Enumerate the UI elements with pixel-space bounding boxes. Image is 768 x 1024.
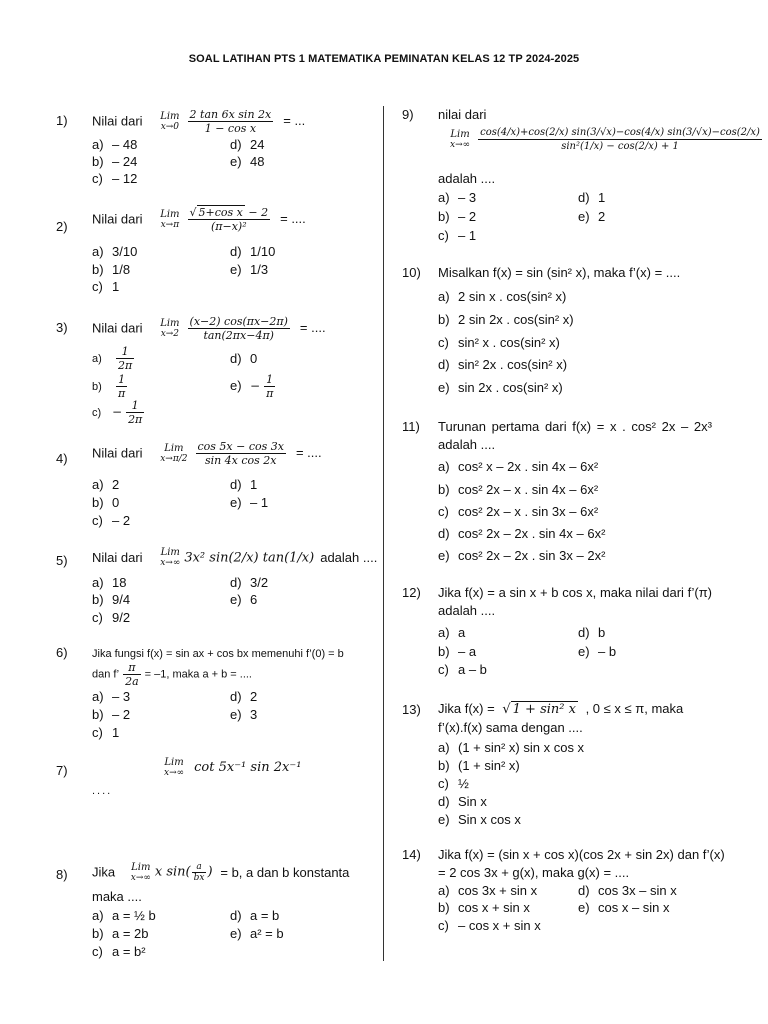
limit-operator: Lim x→0	[160, 110, 180, 132]
option-a[interactable]: a) (1 + sin² x) sin x cos x	[438, 740, 585, 755]
option-e[interactable]: e) 1/3	[230, 262, 269, 277]
option-b[interactable]: b) 9/4	[92, 592, 131, 607]
option-e[interactable]: e) Sin x cos x	[438, 812, 521, 827]
question-text: = 2 cos 3x + g(x), maka g(x) = ....	[438, 865, 630, 880]
option-b[interactable]: b) 2 sin 2x . cos(sin² x)	[438, 312, 574, 327]
inline-fraction: $\frac{a}{bx}$	[193, 862, 205, 883]
option-e[interactable]: e) 2	[578, 209, 606, 224]
option-a[interactable]: a) cos 3x + sin x	[438, 883, 538, 898]
question-lead: nilai dari	[438, 107, 487, 122]
option-a[interactable]: a) a = ½ b	[92, 908, 156, 923]
limit-expression: 3x² sin(2/x) tan(1/x)	[184, 550, 315, 565]
question-number: 14)	[402, 847, 421, 862]
option-a[interactable]: a) – 3	[92, 689, 131, 704]
question-number: 6)	[56, 645, 68, 660]
question-number: 1)	[56, 113, 68, 128]
option-d[interactable]: d) Sin x	[438, 794, 487, 809]
option-d[interactable]: d) 0	[230, 351, 258, 366]
question-number: 13)	[402, 702, 421, 717]
option-e[interactable]: e) sin 2x . cos(sin² x)	[438, 380, 563, 395]
limit-fraction: $\frac{\text{√ 5+cos x − 2}}{\text{(π−x)²}}$	[189, 206, 269, 233]
question-10	[402, 264, 742, 399]
option-d[interactable]: d) b	[578, 625, 606, 640]
option-e[interactable]: e) a² = b	[230, 926, 284, 941]
question-lead: Nilai dari	[92, 113, 143, 129]
option-b[interactable]: b) – 24	[92, 154, 138, 169]
limit-fraction: $\frac{\cos(4/x)+\cos(2/x) \sin(3/√x)-\cos(4/x) \sin(3/√x)-\cos(2/x)}{\text{sin²(1/x) − cos(2/x) + 1}}$	[480, 127, 760, 152]
option-d[interactable]: d) 1	[578, 190, 606, 205]
limit-fraction: $\frac{\text{2 tan 6x sin 2x}}{\text{1 − cos x}}$	[189, 108, 272, 135]
page-title: SOAL LATIHAN PTS 1 MATEMATIKA PEMINATAN KELAS 12 TP 2024-2025	[188, 53, 580, 65]
option-c[interactable]: c) 1	[92, 279, 120, 294]
question-8: 8) Jika Lim x→∞ x sin( $\frac{a}{bx}$ ) = b, a dan b konstanta maka .... a) a = ½ b b) a = 2b c) a = b² d) a = b e) a² = b	[56, 861, 350, 959]
option-a[interactable]: a) 2	[92, 477, 120, 492]
option-e[interactable]: e) − $\frac{1}{\pi}$	[230, 373, 274, 400]
option-c[interactable]: c) – 2	[92, 513, 131, 528]
question-lead: Nilai dari	[92, 445, 143, 461]
option-c[interactable]: c) – 12	[92, 171, 138, 186]
question-number: 11)	[402, 419, 420, 434]
option-a[interactable]: a) – 48	[92, 137, 138, 152]
question-7	[56, 758, 376, 798]
option-c[interactable]: c) − $\frac{1}{2\pi}$	[92, 399, 143, 426]
option-c[interactable]: c) – 1	[438, 228, 477, 243]
question-14	[402, 846, 742, 941]
option-e[interactable]: e) cos² 2x – 2x . sin 3x – 2x²	[438, 548, 606, 563]
question-text: maka ....	[92, 889, 142, 904]
question-text: Jika f(x) =	[438, 701, 495, 716]
question-number: 5)	[56, 553, 68, 568]
question-3	[56, 315, 376, 430]
question-number: 2)	[56, 219, 68, 234]
question-number: 3)	[56, 320, 68, 335]
question-lead: Jika	[92, 864, 116, 880]
limit-expression: x sin(	[154, 864, 191, 880]
question-5	[56, 548, 376, 628]
option-c[interactable]: c) sin² x . cos(sin² x)	[438, 335, 560, 350]
question-tail: = ....	[299, 320, 326, 335]
option-e[interactable]: e) 48	[230, 154, 265, 169]
question-text: Misalkan f(x) = sin (sin² x), maka f’(x) = ....	[438, 265, 681, 280]
option-a[interactable]: a) cos² x – 2x . sin 4x – 6x²	[438, 459, 599, 474]
limit-operator: Lim x→∞	[164, 757, 185, 778]
option-c[interactable]: c) – cos x + sin x	[438, 918, 541, 933]
option-b[interactable]: b) $\frac{1}{\pi}$	[92, 373, 126, 400]
option-c[interactable]: c) a – b	[438, 662, 487, 677]
limit-operator: Lim x→π	[160, 208, 180, 230]
option-a[interactable]: a) a	[438, 625, 466, 640]
limit-fraction: $\frac{(x-2) \cos(\pi x-2\pi)}{\tan(2\pi x-4\pi)}$	[189, 315, 288, 342]
limit-operator: Lim x→∞	[450, 128, 471, 150]
question-number: 10)	[402, 265, 421, 280]
question-1	[56, 108, 376, 188]
option-d[interactable]: d) a = b	[230, 908, 280, 923]
question-number: 8)	[56, 867, 68, 882]
option-e[interactable]: e) 3	[230, 707, 258, 722]
limit-fraction: $\frac{\cos 5x - \cos 3x}{\text{sin 4x cos 2x}}$	[197, 440, 284, 467]
limit-operator: Lim x→∞	[160, 547, 181, 568]
question-12	[402, 584, 742, 684]
question-text: , 0 ≤ x ≤ π, maka	[585, 701, 684, 716]
limit-operator: Lim x→∞	[130, 861, 151, 883]
question-13	[402, 700, 742, 830]
option-a[interactable]: a) 18	[92, 575, 127, 590]
question-tail: = ....	[295, 445, 322, 460]
question-text: = –1, maka a + b = ....	[144, 668, 252, 681]
question-text: Jika f(x) = (sin x + cos x)(cos 2x + sin 2x) dan f’(x)	[438, 847, 725, 862]
option-d[interactable]: d) cos² 2x – 2x . sin 4x – 6x²	[438, 526, 606, 541]
question-text: f’(x).f(x) sama dengan ....	[438, 720, 583, 735]
question-lead: Nilai dari	[92, 211, 143, 227]
option-d[interactable]: d) 2	[230, 689, 258, 704]
option-e[interactable]: e) – 1	[230, 495, 269, 510]
option-d[interactable]: d) cos 3x – sin x	[578, 883, 677, 898]
question-tail: adalah ....	[320, 550, 378, 565]
question-tail: ....	[92, 785, 113, 797]
option-c[interactable]: c) 9/2	[92, 610, 131, 625]
option-c[interactable]: c) 1	[92, 725, 120, 740]
option-b[interactable]: b) – a	[438, 644, 477, 659]
option-b[interactable]: b) – 2	[92, 707, 131, 722]
question-tail: = ...	[283, 113, 306, 128]
question-6	[56, 644, 376, 744]
option-d[interactable]: d) sin² 2x . cos(sin² x)	[438, 357, 568, 372]
option-d[interactable]: d) 3/2	[230, 575, 269, 590]
question-9	[402, 106, 760, 246]
limit-expression: cot 5x⁻¹ sin 2x⁻¹	[194, 760, 302, 775]
option-b[interactable]: b) a = 2b	[92, 926, 149, 941]
option-c[interactable]: c) cos² 2x – x . sin 3x – 6x²	[438, 504, 599, 519]
option-b[interactable]: b) 0	[92, 495, 120, 510]
question-tail: adalah ....	[438, 171, 496, 186]
option-d[interactable]: d) 1/10	[230, 244, 276, 259]
option-a[interactable]: a) 3/10	[92, 244, 138, 259]
option-c[interactable]: c) ½	[438, 776, 469, 791]
option-a[interactable]: a) 2 sin x . cos(sin² x)	[438, 289, 567, 304]
option-b[interactable]: b) cos² 2x – x . sin 4x – 6x²	[438, 482, 599, 497]
question-tail: = ....	[280, 211, 306, 226]
question-text: dan f’	[92, 668, 120, 681]
option-e[interactable]: e) – b	[578, 644, 617, 659]
question-tail: = b, a dan b konstanta	[220, 864, 350, 880]
question-lead: Nilai dari	[92, 320, 143, 336]
option-e[interactable]: e) cos x – sin x	[578, 900, 670, 915]
option-a[interactable]: a) – 3	[438, 190, 477, 205]
option-d[interactable]: d) 24	[230, 137, 265, 152]
question-text: Turunan pertama dari f(x) = x . cos² 2x – 2x³ adalah ....	[438, 419, 712, 452]
square-root: √ 1 + sin² x	[502, 702, 576, 717]
inline-fraction: $\frac{\pi}{2a}$	[125, 661, 139, 688]
option-b[interactable]: b) 1/8	[92, 262, 131, 277]
option-b[interactable]: b) cos x + sin x	[438, 900, 530, 915]
question-number: 9)	[402, 107, 414, 122]
option-b[interactable]: b) – 2	[438, 209, 477, 224]
option-d[interactable]: d) 1	[230, 477, 258, 492]
question-text: Jika fungsi f(x) = sin ax + cos bx memenuhi f’(0) = b	[92, 648, 344, 660]
question-11	[402, 418, 742, 568]
column-divider	[383, 106, 384, 961]
question-number: 7)	[56, 763, 68, 778]
option-c[interactable]: c) a = b²	[92, 944, 146, 959]
question-2	[56, 206, 376, 296]
question-text: Jika f(x) = a sin x + b cos x, maka nilai dari f’(π) adalah ....	[438, 585, 712, 618]
question-number: 12)	[402, 585, 421, 600]
question-number: 4)	[56, 451, 68, 466]
question-lead: Nilai dari	[92, 550, 143, 566]
option-a[interactable]: a) $\frac{1}{2\pi}$	[92, 345, 133, 372]
question-4	[56, 440, 376, 535]
option-e[interactable]: e) 6	[230, 592, 258, 607]
limit-operator: Lim x→π/2	[160, 442, 188, 464]
limit-operator: Lim x→2	[160, 317, 180, 339]
option-b[interactable]: b) (1 + sin² x)	[438, 758, 520, 773]
